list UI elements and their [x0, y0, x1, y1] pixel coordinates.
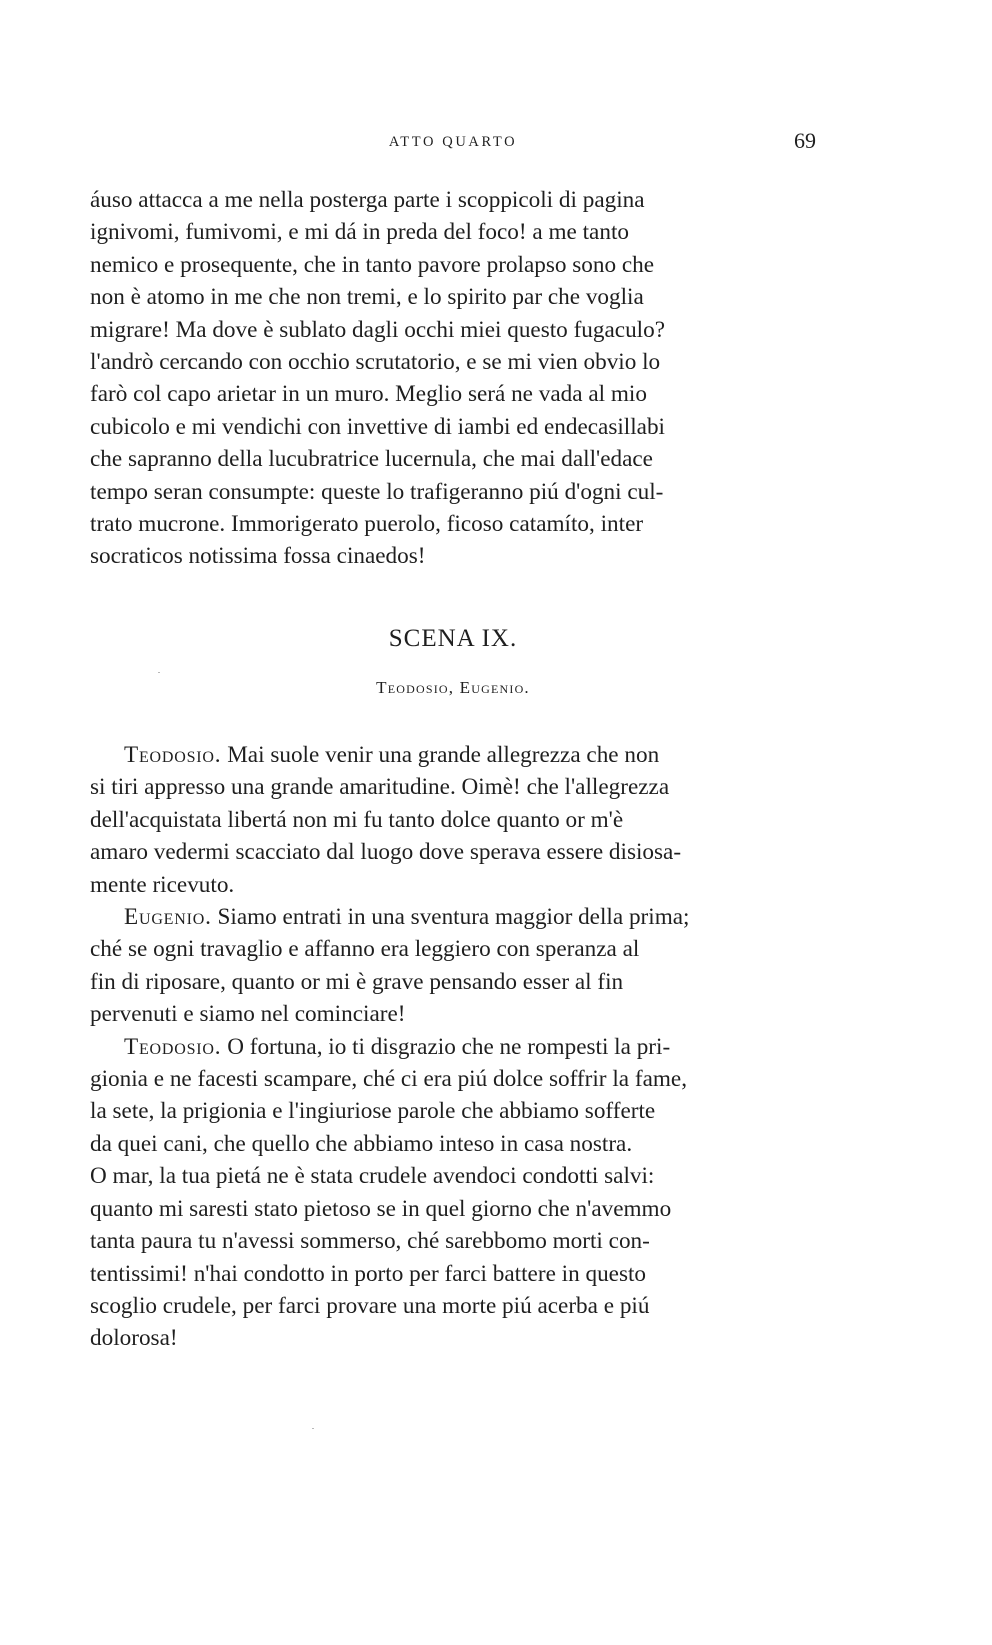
- running-title: ATTO QUARTO: [388, 134, 518, 150]
- speaker-name: Teodosio.: [124, 1033, 222, 1060]
- running-head: [90, 128, 816, 158]
- speech: [90, 739, 816, 901]
- text-line: nemico e prosequente, che in tanto pavore prolapso sono che: [90, 251, 655, 278]
- text-line: dolorosa!: [90, 1325, 178, 1352]
- speech-first-line: [90, 1031, 816, 1063]
- continuation-paragraph: [90, 184, 816, 573]
- scene-characters: Teodosio, Eugenio.: [376, 678, 530, 697]
- speech: [90, 1031, 816, 1355]
- text-line: O mar, la tua pietá ne è stata crudele avendoci condotti salvi:: [90, 1163, 655, 1190]
- page-number: 69: [794, 128, 816, 153]
- text-line: la sete, la prigionia e l'ingiuriose parole che abbiamo sofferte: [90, 1098, 656, 1125]
- text-line: quanto mi saresti stato pietoso se in quel giorno che n'avemmo: [90, 1195, 672, 1222]
- text-line: mente ricevuto.: [90, 871, 235, 898]
- text-line: trato mucrone. Immorigerato puerolo, ficoso catamíto, inter: [90, 511, 644, 538]
- speech: [90, 901, 816, 1031]
- text-line: da quei cani, che quello che abbiamo inteso in casa nostra.: [90, 1130, 633, 1157]
- text-line: farò col capo arietar in un muro. Meglio será ne vada al mio: [90, 381, 647, 408]
- speaker-name: Teodosio.: [124, 742, 222, 768]
- text-line: áuso attacca a me nella posterga parte i scoppicoli di pagina: [90, 187, 645, 213]
- text-line: socraticos notissima fossa cinaedos!: [90, 543, 426, 570]
- text-line: si tiri appresso una grande amaritudine. Oimè! che l'allegrezza: [90, 774, 670, 801]
- speech-first-line: [90, 901, 816, 933]
- text-line: ignivomi, fumivomi, e mi dá in preda del foco! a me tanto: [90, 219, 629, 246]
- text-line: Mai suole venir una grande allegrezza che non: [227, 742, 660, 768]
- text-line: cubicolo e mi vendichi con invettive di iambi ed endecasillabi: [90, 413, 666, 440]
- text-line: tanta paura tu n'avessi sommerso, ché sarebbomo morti con-: [90, 1228, 650, 1255]
- scan-speck: [312, 1428, 314, 1429]
- text-line: fin di riposare, quanto or mi è grave pensando esser al fin: [90, 968, 624, 995]
- speaker-name: Eugenio.: [124, 904, 212, 931]
- scene-heading: SCENA IX.: [388, 625, 518, 652]
- text-line: tentissimi! n'hai condotto in porto per farci battere in questo: [90, 1260, 647, 1287]
- text-line: non è atomo in me che non tremi, e lo spirito par che voglia: [90, 284, 644, 311]
- text-line: gionia e ne facesti scampare, ché ci era piú dolce soffrir la fame,: [90, 1066, 687, 1093]
- text-line: tempo seran consumpte: queste lo trafigeranno piú d'ogni cul-: [90, 478, 664, 505]
- text-line: dell'acquistata libertá non mi fu tanto dolce quanto or m'è: [90, 806, 624, 833]
- dialogue-block: [90, 739, 816, 1355]
- text-line: O fortuna, io ti disgrazio che ne rompesti la pri-: [227, 1033, 671, 1060]
- text-line: Siamo entrati in una sventura maggior della prima;: [217, 904, 690, 931]
- text-line: che sapranno della lucubratrice lucernula, che mai dall'edace: [90, 446, 653, 473]
- text-line: ché se ogni travaglio e affanno era leggiero con speranza al: [90, 936, 640, 963]
- text-line: l'andrò cercando con occhio scrutatorio, e se mi vien obvio lo: [90, 349, 661, 376]
- text-line: scoglio crudele, per farci provare una morte piú acerba e piú: [90, 1292, 650, 1319]
- speech-first-line: [90, 739, 816, 771]
- text-line: pervenuti e siamo nel cominciare!: [90, 1001, 406, 1028]
- scan-speck: [158, 672, 160, 673]
- text-line: migrare! Ma dove è sublato dagli occhi miei questo fugaculo?: [90, 316, 665, 343]
- text-line: amaro vedermi scacciato dal luogo dove sperava essere disiosa-: [90, 839, 682, 866]
